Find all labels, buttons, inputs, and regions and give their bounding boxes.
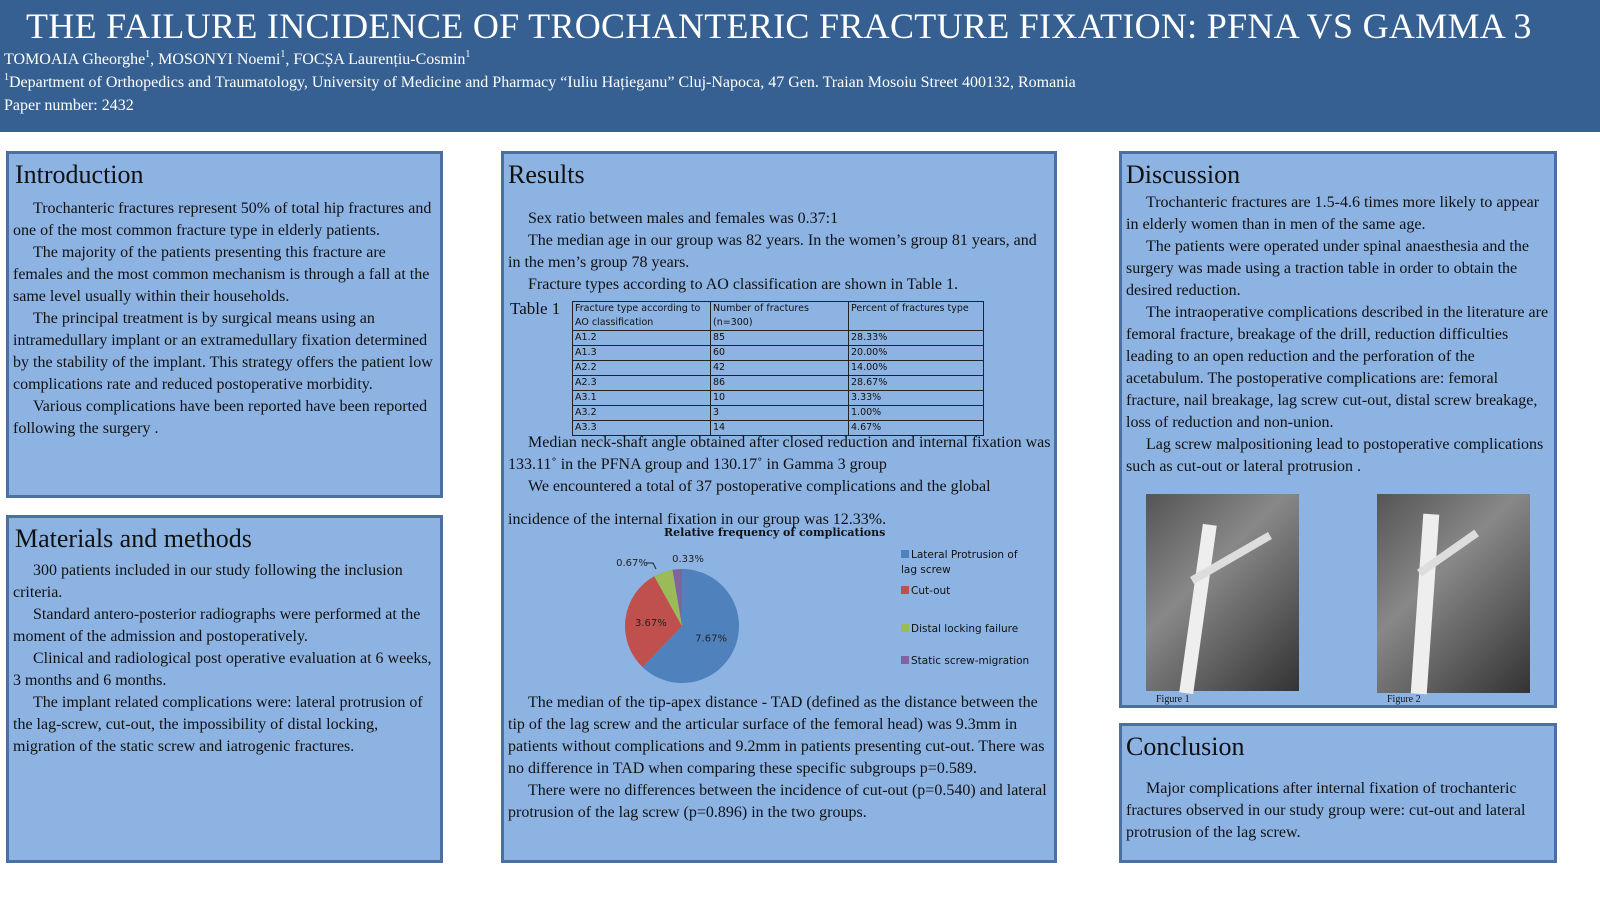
legend-swatch — [901, 624, 909, 632]
pie-data-label: 0.67% — [616, 558, 648, 569]
pie-data-label: 0.33% — [672, 554, 704, 565]
table-header: Fracture type according to AO classification — [573, 302, 711, 331]
legend-label: Lateral Protrusion of lag screw — [901, 549, 1018, 576]
table-cell: A3.1 — [573, 391, 711, 406]
paragraph: The median age in our group was 82 years. In the women’s group 81 years, and in the men’s group 78 years. — [508, 232, 1037, 271]
author-sup: 1 — [145, 49, 151, 60]
table-cell: A2.2 — [573, 361, 711, 376]
figure-1-xray — [1146, 494, 1299, 691]
authors: TOMOAIA Gheorghe$^1$, MOSONYI Noemi$^1$, FOCȘA Laurențiu-Cosmin$^1$ — [4, 49, 471, 68]
paragraph: Lag screw malpositioning lead to postoperative complications such as cut-out or lateral protrusion . — [1126, 436, 1544, 475]
poster-title: THE FAILURE INCIDENCE OF TROCHANTERIC FRACTURE FIXATION: PFNA VS GAMMA 3 — [26, 6, 1532, 46]
table-cell: A3.2 — [573, 406, 711, 421]
paragraph: The majority of the patients presenting this fracture are females and the most common mechanism is through a fall at the same level usually within their households. — [13, 244, 430, 305]
complications-pie-chart — [504, 526, 1054, 691]
affiliation — [4, 71, 1596, 94]
table-cell: A2.3 — [573, 376, 711, 391]
paragraph: Trochanteric fractures are 1.5-4.6 times more likely to appear in elderly women than in men of the same age. — [1126, 194, 1540, 233]
table-cell: 10 — [711, 391, 849, 406]
paragraph: Median neck-shaft angle obtained after closed reduction and internal fixation was 133.11˚ in the PFNA group and 130.17˚ in Gamma 3 group — [508, 434, 1051, 473]
table-row — [573, 361, 984, 376]
table-header: Percent of fractures type — [849, 302, 984, 331]
results-heading: Results — [508, 160, 585, 189]
figure-2-caption: Figure 2 — [1387, 694, 1421, 705]
table-row — [573, 376, 984, 391]
pie-data-label: 7.67% — [695, 633, 727, 645]
author: FOCȘA Laurențiu-Cosmin — [293, 51, 466, 68]
paragraph: The implant related complications were: lateral protrusion of the lag-screw, cut-out, the impossibility of distal locking, migration of the static screw and iatrogenic fractures. — [13, 694, 423, 755]
table-cell: 28.67% — [849, 376, 984, 391]
table-cell: A1.2 — [573, 331, 711, 346]
table-row — [573, 391, 984, 406]
table-cell: 14.00% — [849, 361, 984, 376]
paragraph: Major complications after internal fixation of trochanteric fractures observed in our study group were: cut-out and lateral protrusion of the lag screw. — [1126, 780, 1526, 841]
conclusion-panel — [1119, 723, 1557, 863]
table-row — [573, 406, 984, 421]
methods-heading: Materials and methods — [15, 524, 252, 553]
author: MOSONYI Noemi — [158, 51, 281, 68]
paragraph: Trochanteric fractures represent 50% of total hip fractures and one of the most common fracture type in elderly patients. — [13, 200, 432, 239]
paragraph: The median of the tip-apex distance - TAD (defined as the distance between the tip of the lag screw and the articular surface of the femoral head) was 9.3mm in patients without complications and 9.2mm in patients presenting cut-out. There was no difference in TAD when comparing these specific subgroups p=0.589. — [508, 694, 1045, 777]
chart-title: Relative frequency of complications — [664, 526, 886, 539]
table-label: Table 1 — [510, 299, 561, 318]
figure-1-caption: Figure 1 — [1156, 694, 1190, 705]
pie-data-label: 3.67% — [635, 618, 667, 630]
discussion-heading: Discussion — [1126, 160, 1241, 189]
legend-label: Static screw-migration — [911, 655, 1030, 667]
table-header-row — [573, 302, 984, 331]
introduction-heading: Introduction — [15, 160, 144, 189]
legend-swatch — [901, 550, 909, 558]
table-cell: A1.3 — [573, 346, 711, 361]
paragraph: We encountered a total of 37 postoperative complications and the global incidence of the internal fixation in our group was 12.33%. — [508, 478, 991, 528]
poster-header — [0, 0, 1600, 132]
paragraph: Standard antero-posterior radiographs were performed at the moment of the admission and postoperatively. — [13, 606, 421, 645]
legend-swatch — [901, 656, 909, 664]
table-row — [573, 346, 984, 361]
legend-item — [901, 584, 1036, 599]
legend-label: Cut-out — [911, 585, 951, 597]
legend-item — [901, 548, 1036, 578]
table-cell: 14 — [711, 421, 849, 436]
discussion-panel — [1119, 151, 1557, 708]
table-header: Number of fractures (n=300) — [711, 302, 849, 331]
table-cell: 60 — [711, 346, 849, 361]
table-row — [573, 331, 984, 346]
paragraph: The patients were operated under spinal anaesthesia and the surgery was made using a traction table in order to obtain the desired reduction. — [1126, 238, 1529, 299]
table-cell: 28.33% — [849, 331, 984, 346]
author: TOMOAIA Gheorghe — [4, 51, 146, 68]
conclusion-heading: Conclusion — [1126, 732, 1245, 761]
paragraph: The principal treatment is by surgical means using an intramedullary implant or an extramedullary fixation determined by the stability of the implant. This strategy offers the patient low complications rate and reduced postoperative morbidity. — [13, 310, 433, 393]
figure-2-xray — [1377, 494, 1530, 693]
legend-swatch — [901, 586, 909, 594]
table-cell: 1.00% — [849, 406, 984, 421]
legend-item — [901, 622, 1036, 637]
results-panel — [501, 151, 1057, 863]
introduction-panel — [6, 151, 443, 498]
affiliation-sup: 1 — [4, 72, 9, 83]
table-cell: A3.3 — [573, 421, 711, 436]
table-cell: 86 — [711, 376, 849, 391]
table-cell: 4.67% — [849, 421, 984, 436]
table-cell: 42 — [711, 361, 849, 376]
paragraph: The intraoperative complications described in the literature are femoral fracture, breakage of the drill, reduction difficulties leading to an open reduction and the perforation of the acetabulum. The postoperative complications are: femoral fracture, nail breakage, lag screw cut-out, distal screw breakage, loss of reduction and non-union. — [1126, 304, 1549, 431]
paragraph: There were no differences between the incidence of cut-out (p=0.540) and lateral protrusion of the lag screw (p=0.896) in the two groups. — [508, 782, 1047, 821]
paragraph: Clinical and radiological post operative evaluation at 6 weeks, 3 months and 6 months. — [13, 650, 432, 689]
pie-svg — [504, 526, 804, 691]
paragraph: 300 patients included in our study following the inclusion criteria. — [13, 562, 403, 601]
legend-label: Distal locking failure — [911, 623, 1019, 635]
legend-item — [901, 654, 1036, 669]
author-sup: 1 — [280, 49, 286, 60]
methods-panel — [6, 515, 443, 863]
table-cell: 3.33% — [849, 391, 984, 406]
paragraph: Fracture types according to AO classification are shown in Table 1. — [528, 276, 959, 293]
fracture-types-table — [572, 301, 984, 436]
paper-number: Paper number: 2432 — [4, 97, 134, 114]
table-cell: 3 — [711, 406, 849, 421]
paragraph: Sex ratio between males and females was 0.37:1 — [528, 210, 839, 227]
table-cell: 85 — [711, 331, 849, 346]
affiliation-text: Department of Orthopedics and Traumatology, University of Medicine and Pharmacy “Iuliu Hațieganu” Cluj-Napoca, 47 Gen. Traian Mosoiu Street 400132, Romania — [9, 74, 1076, 91]
paragraph: Various complications have been reported have been reported following the surgery . — [13, 398, 428, 437]
author-sup: 1 — [465, 49, 471, 60]
table-cell: 20.00% — [849, 346, 984, 361]
